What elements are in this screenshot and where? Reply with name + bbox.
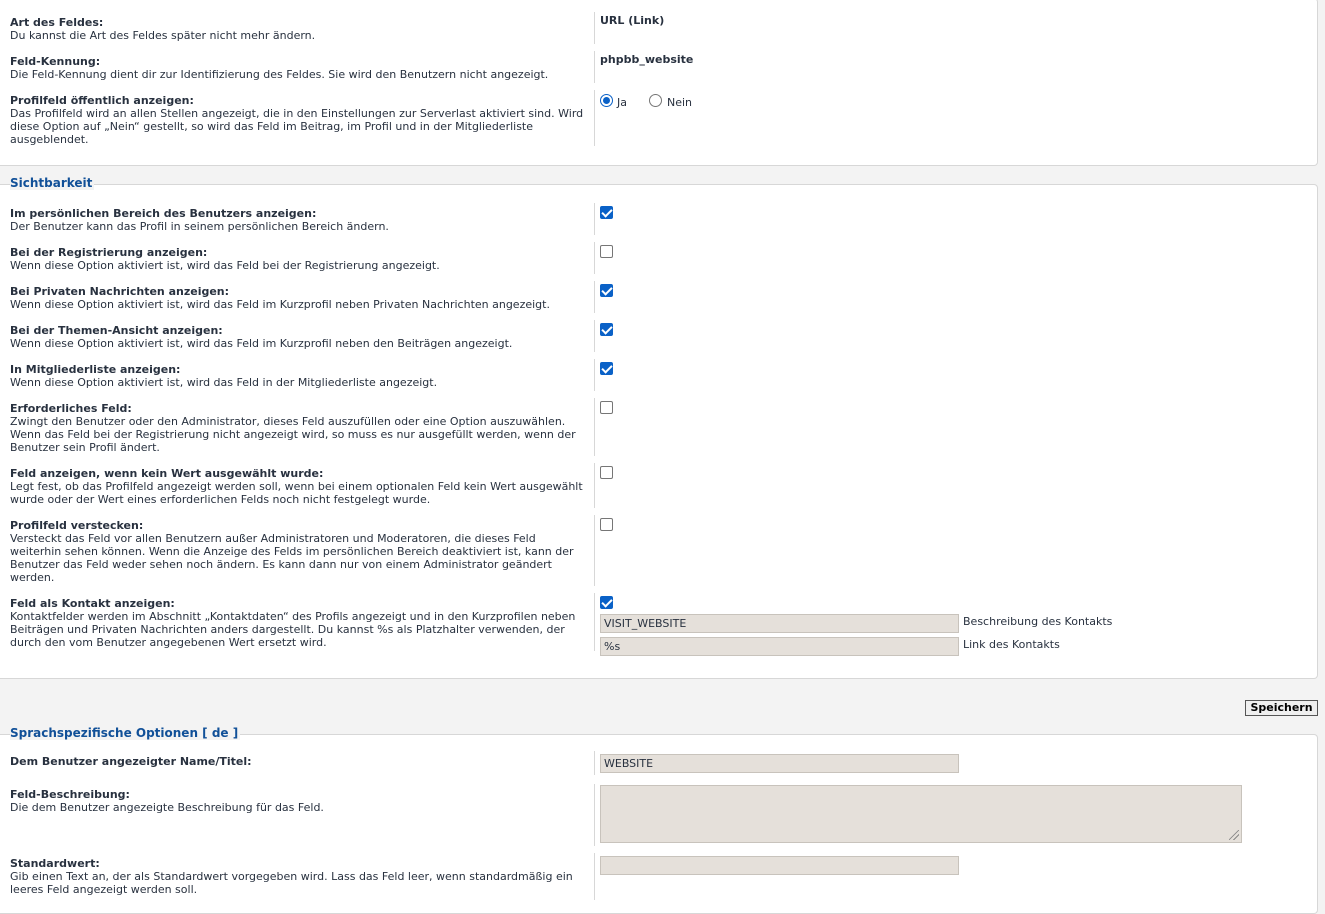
visibility-checkbox[interactable] [600,206,613,219]
visibility-checkbox[interactable] [600,284,613,297]
lang-name-input[interactable]: WEBSITE [600,754,959,773]
visibility-row [10,363,585,389]
lang-explain-desc: Die dem Benutzer angezeigte Beschreibung für das Feld. [10,801,324,814]
divider [594,90,595,146]
visibility-row-desc: Wenn diese Option aktiviert ist, wird das Feld im Kurzprofil neben Privaten Nachrichten angezeigt. [10,298,550,311]
lang-explain-title: Feld-Beschreibung: [10,788,130,801]
public-no-label[interactable]: Nein [667,96,693,109]
visibility-row-desc: Wenn diese Option aktiviert ist, wird das Feld in der Mitgliederliste angezeigt. [10,376,438,389]
lang-explain-textarea[interactable] [600,785,1242,843]
language-legend: Sprachspezifische Optionen [ de ] [10,726,239,740]
divider [594,281,595,313]
visibility-row-desc: Legt fest, ob das Profilfeld angezeigt werden soll, wenn bei einem optionalen Feld kein Wert ausgewählt wurde oder der Wert eines erforderlichen Felds noch nicht festgelegt wurde. [10,480,583,506]
public-row [10,94,585,146]
visibility-checkbox[interactable] [600,245,613,258]
visibility-row [10,519,585,584]
public-yes-label[interactable]: Ja [617,96,627,109]
visibility-row-title: Erforderliches Feld: [10,402,132,415]
save-button[interactable]: Speichern [1245,700,1318,716]
divider [594,463,595,508]
contact-link-input[interactable]: %s [600,637,959,656]
public-title: Profilfeld öffentlich anzeigen: [10,94,194,107]
field-ident-desc: Die Feld-Kennung dient dir zur Identifizierung des Feldes. Sie wird den Benutzern nicht angezeigt. [10,68,549,81]
field-type-title: Art des Feldes: [10,16,104,29]
visibility-row [10,467,585,506]
visibility-row-title: Bei der Registrierung anzeigen: [10,246,208,259]
visibility-row-title: Profilfeld verstecken: [10,519,144,532]
divider [594,515,595,586]
field-ident-value: phpbb_website [600,53,694,66]
visibility-checkbox[interactable] [600,362,613,375]
visibility-row-title: Feld als Kontakt anzeigen: [10,597,175,610]
contact-description-label: Beschreibung des Kontakts [963,615,1113,628]
public-no-radio[interactable] [649,94,662,107]
divider [594,203,595,235]
visibility-row-title: Bei der Themen-Ansicht anzeigen: [10,324,223,337]
visibility-row [10,324,585,350]
lang-default-desc: Gib einen Text an, der als Standardwert vorgegeben wird. Lass das Feld leer, wenn standardmäßig ein leeres Feld angezeigt werden soll. [10,870,573,896]
visibility-checkbox[interactable] [600,401,613,414]
visibility-row-title: Bei Privaten Nachrichten anzeigen: [10,285,230,298]
visibility-row-desc: Wenn diese Option aktiviert ist, wird das Feld bei der Registrierung angezeigt. [10,259,440,272]
divider [594,398,595,456]
visibility-row-title: Im persönlichen Bereich des Benutzers anzeigen: [10,207,317,220]
visibility-row [10,246,585,272]
visibility-checkbox[interactable] [600,596,613,609]
divider [594,751,595,775]
visibility-row-desc: Zwingt den Benutzer oder den Administrator, dieses Feld auszufüllen oder eine Option auszuwählen. Wenn das Feld bei der Registrierung nicht angezeigt wird, so muss es nur ausgefüllt werden, wenn der Benutzer sein Profil ändert. [10,415,576,454]
lang-default-row [10,857,585,896]
visibility-row [10,207,585,233]
field-type-desc: Du kannst die Art des Feldes später nicht mehr ändern. [10,29,316,42]
lang-default-input[interactable] [600,856,959,875]
lang-default-title: Standardwert: [10,857,100,870]
resize-grip-icon[interactable] [1229,830,1239,840]
contact-description-input[interactable]: VISIT_WEBSITE [600,614,959,633]
public-desc: Das Profilfeld wird an allen Stellen angezeigt, die in den Einstellungen zur Serverlast aktiviert sind. Wird diese Option auf „Nein“ gestellt, so wird das Feld im Beitrag, im Profil und in der Mitgliederliste ausgeblendet. [10,107,584,146]
visibility-checkbox[interactable] [600,466,613,479]
visibility-legend: Sichtbarkeit [10,176,93,190]
contact-link-label: Link des Kontakts [963,638,1060,651]
field-ident-title: Feld-Kennung: [10,55,101,68]
lang-name-title: Dem Benutzer angezeigter Name/Titel: [10,755,252,768]
divider [594,242,595,274]
visibility-row-desc: Kontaktfelder werden im Abschnitt „Kontaktdaten“ des Profils angezeigt und in den Kurzprofilen neben Beiträgen und Privaten Nachrichten anders dargestellt. Du kannst %s als Platzhalter verwenden, der durch den vom Benutzer angegebenen Wert ersetzt wird. [10,610,576,649]
visibility-row-desc: Versteckt das Feld vor allen Benutzern außer Administratoren und Moderatoren, die dieses Feld weiterhin sehen können. Wenn die Anzeige des Felds im persönlichen Bereich deaktiviert ist, kann der Benutzer das Feld weder sehen noch ändern. Es kann dann nur von einem Administrator geändert werden. [10,532,574,584]
visibility-row-title: In Mitgliederliste anzeigen: [10,363,181,376]
visibility-row-desc: Der Benutzer kann das Profil in seinem persönlichen Bereich ändern. [10,220,389,233]
visibility-row [10,597,585,649]
divider [594,320,595,352]
visibility-row [10,402,585,454]
lang-explain-row [10,788,585,814]
divider [594,51,595,83]
field-ident-row [10,55,585,81]
visibility-row [10,285,585,311]
visibility-checkbox[interactable] [600,323,613,336]
divider [594,12,595,44]
visibility-row-desc: Wenn diese Option aktiviert ist, wird das Feld im Kurzprofil neben den Beiträgen angezeigt. [10,337,513,350]
divider [594,359,595,391]
field-type-value: URL (Link) [600,14,665,27]
lang-name-row [10,755,585,768]
divider [594,853,595,900]
visibility-checkbox[interactable] [600,518,613,531]
visibility-row-title: Feld anzeigen, wenn kein Wert ausgewählt wurde: [10,467,324,480]
field-type-row [10,16,585,42]
divider [594,784,595,846]
divider [594,593,595,651]
public-yes-radio[interactable] [600,94,613,107]
